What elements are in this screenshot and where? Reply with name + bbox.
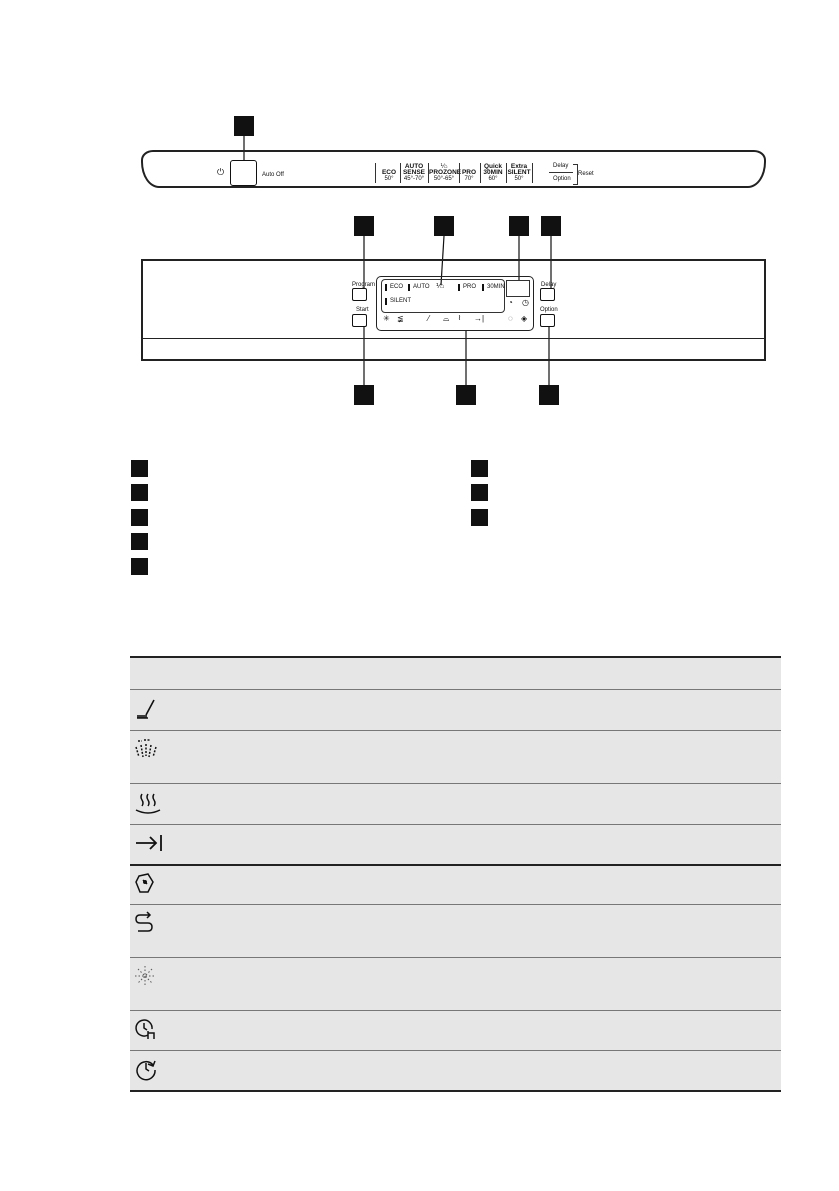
rinse-cycle-icon: ≨ bbox=[397, 314, 404, 323]
top-program-extra-silent[interactable]: Extra SILENT 50° bbox=[507, 163, 531, 182]
spray-icon bbox=[134, 737, 160, 761]
auto-off-label: Auto Off bbox=[262, 172, 284, 178]
top-program-eco[interactable]: ECO 50° bbox=[381, 169, 397, 182]
legend-marker bbox=[131, 484, 148, 501]
delay-clock-icon: ◷ bbox=[522, 298, 529, 307]
table-row bbox=[130, 1051, 781, 1091]
display-program-auto: AUTO bbox=[408, 284, 430, 291]
legend-marker bbox=[131, 460, 148, 477]
display-program-pro: PRO bbox=[458, 284, 476, 291]
top-program-quick-30min[interactable]: Quick 30MIN 60° bbox=[483, 163, 503, 182]
spray-icon: ⌓ bbox=[443, 314, 450, 323]
rinse-aid-icon: ◈ bbox=[521, 314, 528, 323]
display-digits bbox=[506, 280, 530, 297]
drying-steam-icon bbox=[134, 790, 162, 816]
table-header-row bbox=[130, 657, 781, 690]
reset-label: Reset bbox=[578, 171, 594, 177]
program-divider bbox=[532, 163, 533, 183]
indicator-symbols-table bbox=[130, 656, 781, 1092]
top-program-pro[interactable]: PRO 70° bbox=[461, 169, 477, 182]
top-option-label[interactable]: Option bbox=[553, 176, 571, 182]
program-divider bbox=[459, 163, 460, 183]
option-button[interactable] bbox=[540, 314, 555, 327]
table-row bbox=[130, 905, 781, 958]
program-button-label: Program bbox=[352, 282, 376, 288]
table-row bbox=[130, 731, 781, 784]
reset-cycle-icon: ◌ bbox=[508, 314, 513, 323]
table-row bbox=[130, 690, 781, 731]
sparkle-icon bbox=[134, 964, 156, 988]
clock-touch-icon: ◔ bbox=[508, 298, 513, 307]
table-row bbox=[130, 865, 781, 905]
legend-marker bbox=[131, 558, 148, 575]
table-row bbox=[130, 784, 781, 825]
brush-icon bbox=[134, 696, 158, 722]
rinse-cycle-icon bbox=[134, 911, 156, 935]
display-program-30min: 30MIN bbox=[482, 284, 505, 291]
option-button-label: Option bbox=[540, 307, 558, 313]
delay-button[interactable] bbox=[540, 288, 555, 301]
top-delay-label[interactable]: Delay bbox=[553, 163, 569, 169]
delay-option-divider bbox=[549, 172, 573, 173]
top-program-prozone[interactable]: ⅟⌂ PROZONE 50°-65° bbox=[429, 164, 462, 182]
start-button[interactable] bbox=[352, 314, 367, 327]
display-program-eco: ECO bbox=[385, 284, 403, 291]
start-button-label: Start bbox=[356, 307, 369, 313]
program-divider bbox=[375, 163, 376, 183]
power-button[interactable] bbox=[230, 160, 257, 186]
table-row bbox=[130, 1011, 781, 1051]
program-button[interactable] bbox=[352, 288, 367, 301]
rinse-aid-icon bbox=[134, 872, 156, 896]
arrow-to-line-icon: →| bbox=[474, 314, 485, 323]
prozone-icon: ⅟⌂ bbox=[440, 164, 448, 170]
table-row bbox=[130, 958, 781, 1011]
display-program-silent: SILENT bbox=[385, 298, 411, 305]
clock-touch-icon bbox=[134, 1017, 158, 1041]
table-row bbox=[130, 825, 781, 865]
legend-marker bbox=[471, 509, 488, 526]
delay-button-label: Delay bbox=[541, 282, 557, 288]
legend-marker bbox=[131, 509, 148, 526]
legend-marker bbox=[131, 533, 148, 550]
delay-clock-icon bbox=[134, 1057, 158, 1081]
legend-marker bbox=[471, 460, 488, 477]
drying-steam-icon: ≀ bbox=[458, 313, 461, 322]
top-program-auto-sense[interactable]: AUTO SENSE 45°-70° bbox=[402, 163, 426, 182]
sparkle-icon: ✳ bbox=[383, 314, 390, 323]
panel-bottom-line bbox=[143, 338, 764, 339]
legend-marker bbox=[471, 484, 488, 501]
display-prozone-icon: ⅟⌂ bbox=[436, 283, 445, 290]
power-icon: ⏻ bbox=[217, 167, 225, 177]
arrow-to-line-icon bbox=[134, 831, 164, 855]
brush-icon: ⁄ bbox=[428, 314, 430, 323]
